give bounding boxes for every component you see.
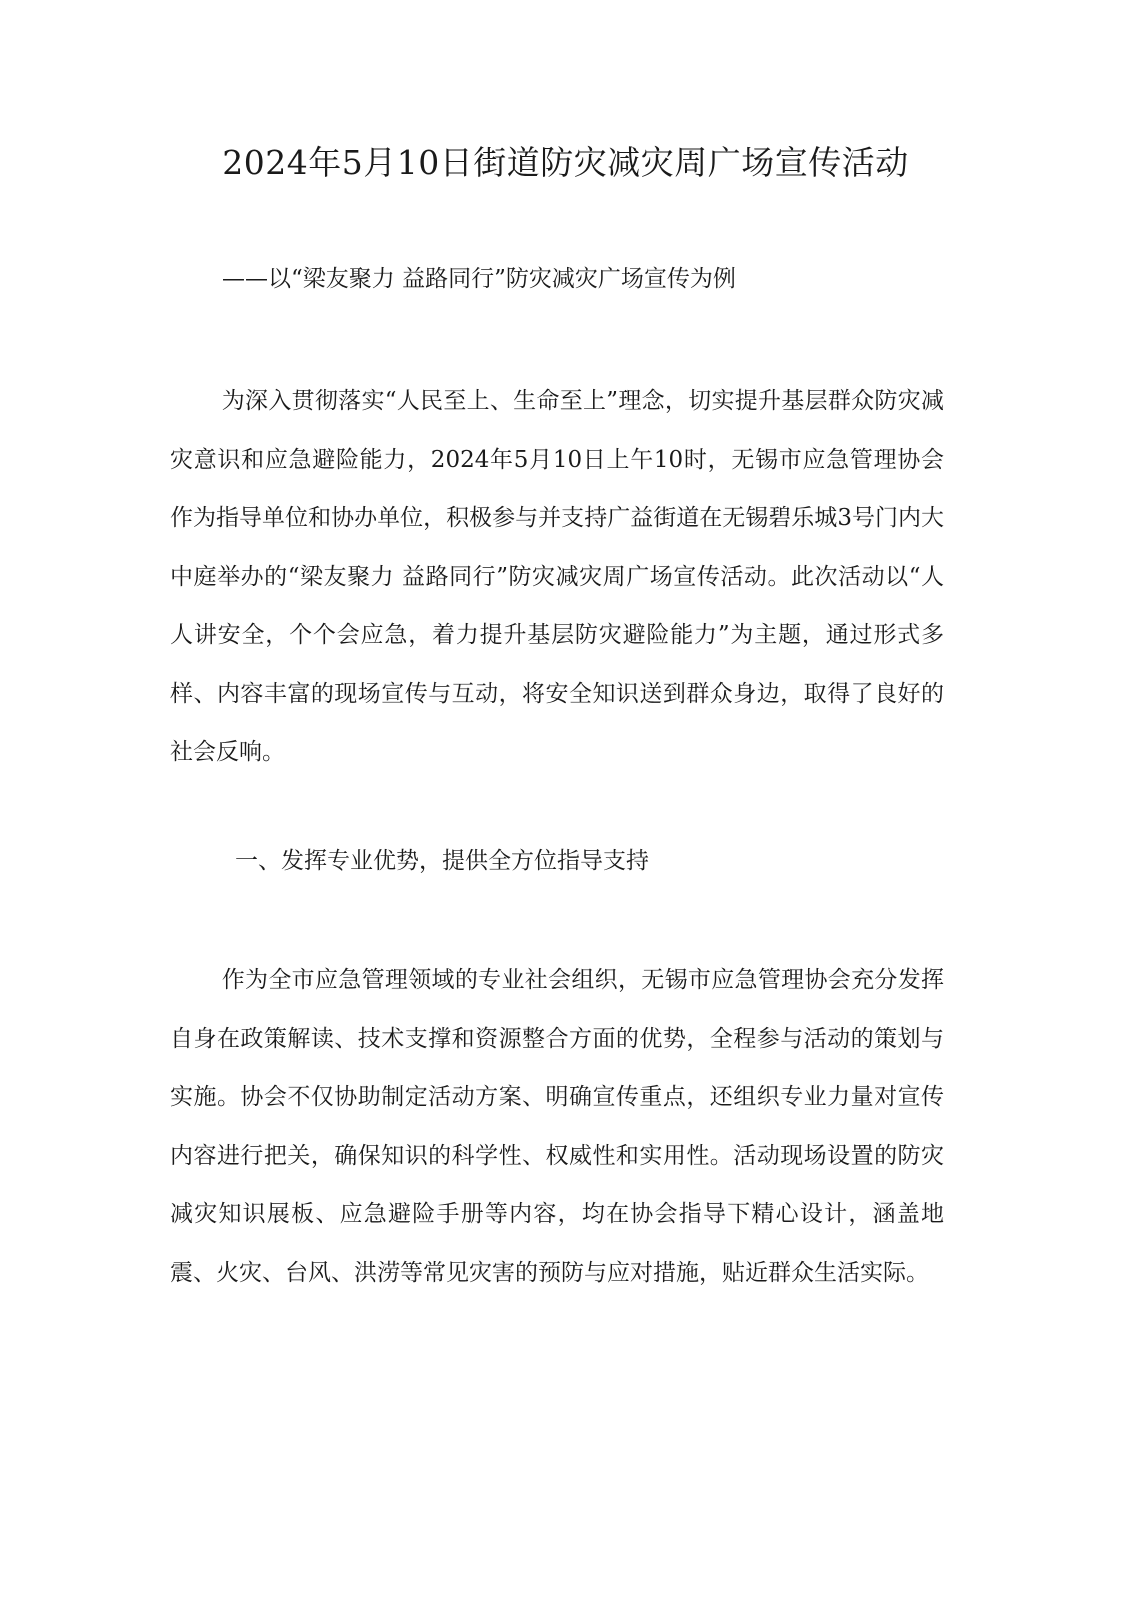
section-heading-1: 一、发挥专业优势，提供全方位指导支持 — [235, 848, 649, 874]
document-title: 2024年5月10日街道防灾减灾周广场宣传活动 — [222, 143, 909, 182]
document-subtitle: ——以“梁友聚力 益路同行”防灾减灾广场宣传为例 — [222, 266, 736, 292]
section-paragraph-1: 作为全市应急管理领域的专业社会组织，无锡市应急管理协会充分发挥自身在政策解读、技术支撑和资源整合方面的优势，全程参与活动的策划与实施。协会不仅协助制定活动方案、明确宣传重点，还组织专业力量对宣传内容进行把关，确保知识的科学性、权威性和实用性。活动现场设置的防灾减灾知识展板、应急避险手册等内容，均在协会指导下精心设计，涵盖地震、火灾、台风、洪涝等常见灾害的预防与应对措施，贴近群众生活实际。 — [170, 967, 944, 1286]
intro-paragraph: 为深入贯彻落实“人民至上、生命至上”理念，切实提升基层群众防灾减灾意识和应急避险能力，2024年5月10日上午10时，无锡市应急管理协会作为指导单位和协办单位，积极参与并支持广益街道在无锡碧乐城3号门内大中庭举办的“梁友聚力 益路同行”防灾减灾周广场宣传活动。此次活动以“人人讲安全，个个会应急，着力提升基层防灾避险能力”为主题，通过形式多样、内容丰富的现场宣传与互动，将安全知识送到群众身边，取得了良好的社会反响。 — [170, 388, 944, 765]
